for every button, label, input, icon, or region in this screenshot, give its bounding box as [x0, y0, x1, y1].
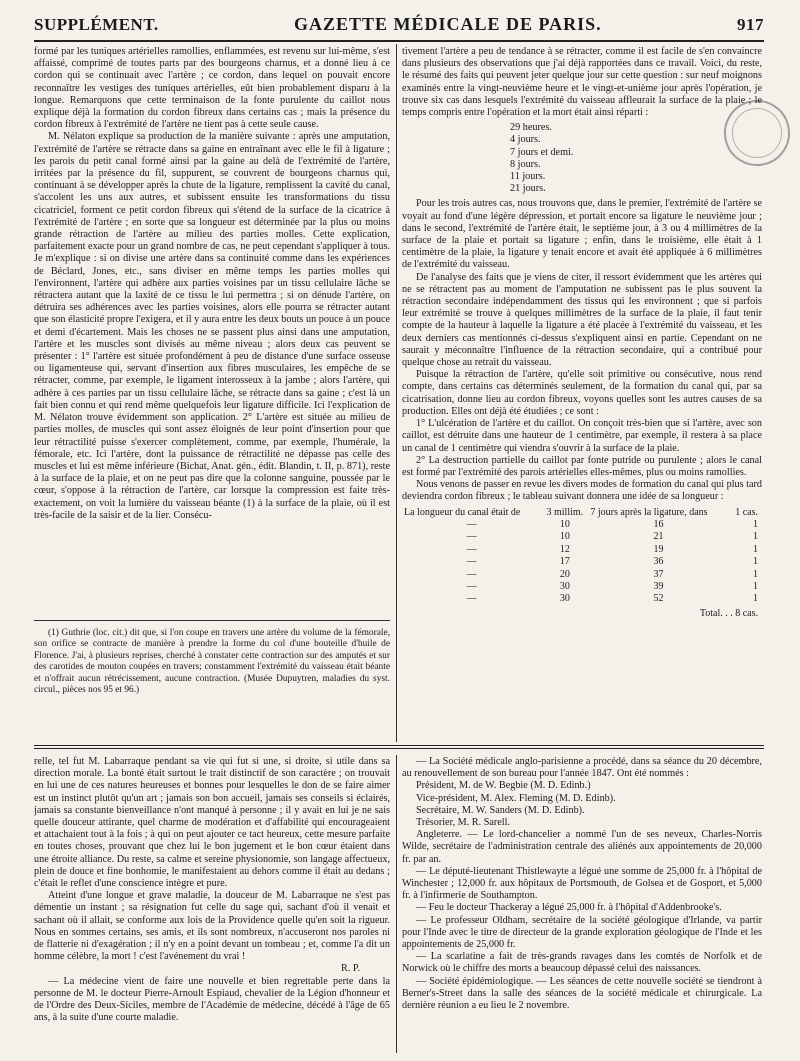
table-cell: 3 millim. — [546, 506, 584, 518]
table-cell: — — [466, 580, 477, 592]
paragraph: De l'analyse des faits que je viens de citer, il ressort évidemment que les artères qui ne se rétractent pas au moment de l'amputation ne subissent pas le plus souvent la rétraction secondaire indépendamment des tissus qui les environnent ; que si parfois leur extrémité se trouve à quelques millimètres de la surface de la plaie, il faut tenir compte de la hauteur à laquelle la ligature a été placée à l'extrémité du vaisseau, et les deux derniers cas mentionnés ci-dessus s'expliquent ainsi en partie. Cependant on ne saurait y méconnaître l'influence de la rétraction secondaire, qui a contribué pour quelque chose au retrait du vaisseau. — [402, 271, 762, 369]
news-item: — Le député-lieutenant Thistlewayte a légué une somme de 25,000 fr. à l'hôpital de Winchester ; 12,000 fr. aux hôpitaux de Portsmouth, de Golsea et de Gosport, et 5,000 fr. à l'infirmerie de Southampton. — [402, 865, 762, 902]
footnote — [34, 628, 390, 696]
table-row — [402, 593, 762, 605]
article-column-left — [34, 46, 390, 616]
paragraph: Puisque la rétraction de l'artère, qu'elle soit primitive ou consécutive, nous rend compte, dans certains cas déterminés seulement, de la formation du canal qui, par sa cicatrisation, donne lieu au cordon fibreux, voyons quelles sont les autres causes de sa production. Elles ont déjà été étudiées ; ce sont : — [402, 369, 762, 417]
table-cell: 1 — [753, 543, 758, 555]
table-row — [402, 519, 762, 531]
news-item: — La scarlatine a fait de très-grands ravages dans les comtés de Norfolk et de Norwick où le chiffre des morts a beaucoup dépassé celui des naissances. — [402, 951, 762, 975]
table-cell: 7 jours après la ligature, dans — [590, 506, 708, 518]
paragraph: 2° La destruction partielle du caillot par fonte putride ou purulente ; alors le canal est formé par l'extrémité des parois artérielles elles-mêmes, plus ou moins ramollies. — [402, 454, 762, 478]
table-cell: 30 — [559, 580, 570, 592]
table-cell: — — [466, 568, 477, 580]
canal-length-table — [402, 507, 762, 606]
list-item: 29 heures. — [510, 122, 552, 134]
table-row — [402, 569, 762, 581]
paragraph: 1° L'ulcération de l'artère et du caillot. On conçoit très-bien que si l'artère, avec son caillot, est détruite dans une hauteur de 1 centimètre, par exemple, il restera à sa place un canal de 1 centimètre qui viendra s'ouvrir à la surface de la plaie. — [402, 418, 762, 454]
table-cell: 17 — [559, 556, 570, 568]
table-cell: — — [466, 531, 477, 543]
paragraph: Pour les trois autres cas, nous trouvons que, dans le premier, l'extrémité de l'artère se voyait au fond d'une légère dépression, et portait encore sa ligature le neuvième jour ; dans le second, l'extrémité de l'artère était, le septième jour, à 3 ou 4 millimètres de la surface de la plaie et portait sa ligature ; enfin, dans le troisième, elle était à 1 centimètre de la plaie, la ligature y tenait encore et avait été appliquée à 6 millimètres de l'extrémité du vaisseau. — [402, 198, 762, 271]
journal-title: GAZETTE MÉDICALE DE PARIS. — [293, 14, 602, 34]
table-cell: 12 — [559, 543, 570, 555]
list-item: 7 jours et demi. — [510, 146, 574, 158]
list-item: Vice-président, M. Alex. Fleming (M. D. Edinb). — [416, 792, 616, 804]
table-cell: 52 — [653, 593, 664, 605]
supplement-label: SUPPLÉMENT. — [34, 15, 159, 34]
news-column — [402, 756, 762, 1056]
table-cell: 21 — [653, 531, 664, 543]
section-rule-double — [34, 748, 764, 749]
table-header-row — [402, 507, 762, 519]
table-cell: 36 — [653, 556, 664, 568]
paragraph: formé par les tuniques artérielles ramollies, enflammées, est revenu sur lui-même, s'est affaissé, comprimé de toutes parts par des bourgeons charnus, et a donné lieu à ce cordon qui se continuait avec l'artère ; ce cordon, dans lequel on pouvait encore reconnaître les vestiges des tuniques artérielles, eût bien probablement disparu à la longue. Remarquons que cette terminaison de la fonte purulente du caillot nous explique déjà la formation du cordon fibreux dans certains cas ; mais la présence du cordon fibreux à l'extrémité de l'artère ne tient pas à cette seule cause. — [34, 46, 390, 131]
table-total: Total. . . 8 cas. — [699, 607, 758, 618]
table-cell: La longueur du canal était de — [404, 506, 521, 518]
news-item: — Société épidémiologique. — Les séances de cette nouvelle société se tiendront à Berner's-Street dans la salle des séances de la société médicale et chirurgicale. La dernière réunion a eu lieu le 2 novembre. — [402, 975, 762, 1012]
paragraph: tivement l'artère a peu de tendance à se rétracter, comme il est facile de s'en convaincre dans plusieurs des observations que j'ai déjà rapportées dans ce travail. Voici, du reste, le résumé des faits qui peuvent jeter quelque jour sur cette question : sur neuf moignons examinés entre la vingt-neuvième heure et le vingt-et-unième jour après l'opération, je trouve six cas dans lesquels l'extrémité du vaisseau affleurait la surface de la plaie ; le temps compris entre l'opération et la mort était ainsi réparti : — [402, 46, 762, 119]
table-cell: 1 — [753, 580, 758, 592]
table-cell: — — [466, 593, 477, 605]
page-header — [34, 14, 764, 38]
table-cell: 39 — [653, 580, 664, 592]
table-cell: — — [466, 556, 477, 568]
table-cell: 10 — [559, 518, 570, 530]
paragraph: — La médecine vient de faire une nouvelle et bien regrettable perte dans la personne de M. le docteur Pierre-Arnoult Espiaud, chevalier de la Légion d'honneur et de l'Ordre des Deux-Siciles, membre de l'Académie de médecine, décédé à l'âge de 65 ans, à la suite d'une courte maladie. — [34, 975, 390, 1024]
paragraph: Nous venons de passer en revue les divers modes de formation du canal qui plus tard deviendra cordon fibreux ; le tableau suivant donnera une idée de sa longueur : — [402, 479, 762, 503]
author-signature: R. P. — [341, 963, 360, 975]
column-divider-bottom — [396, 755, 397, 1053]
list-item: 11 jours. — [510, 171, 546, 183]
table-cell: 1 — [753, 518, 758, 530]
column-divider-top — [396, 44, 397, 742]
footnote-text: (1) Guthrie (loc. cit.) dit que, si l'on coupe en travers une artère du volume de la fémorale, son orifice se contracte de manière à prendre la forme du col d'une bouteille d'huile de Florence. J'ai, à plusieurs reprises, cherché à constater cette contraction sur des amputés et sur des carotides de mouton coupées en travers; constamment l'extrémité du vaisseau était béante et n'offrait aucun rétrécissement, aucune contraction. (Musée Dupuytren, maladies du syst. circul., pièces nos 95 et 96.) — [34, 628, 390, 696]
table-cell: 10 — [559, 531, 570, 543]
news-item: — Le professeur Oldham, secrétaire de la société géologique d'Irlande, va partir pour l'Inde avec le titre de directeur de la grande exploration géologique de l'Inde et les appointements de 25,000 fr. — [402, 914, 762, 951]
table-cell: 1 cas. — [735, 506, 758, 518]
page-number: 917 — [736, 15, 764, 34]
paragraph: relle, tel fut M. Labarraque pendant sa vie qui fut si une, si droite, si utile dans sa direction morale. La bonté était surtout le trait distinctif de son caractère ; on trouvait en lui une de ces natures heureuses et bonnes pour lesquelles le don de se faire aimer est un instinct plutôt qu'un art ; jamais son bon accueil, jamais ses conseils si éclairés, jamais sa constante bienveillance n'ont manqué à personne ; il y avait en lui je ne sais quelle douceur attirante, quel charme de modération et d'affabilité qui encourageaient et attachaient tout à la fois ; à qui on peut ajouter ce tact heureux, cette mesure parfaite en toutes choses, prouvant que chez lui le bon jugement et le bon cœur étaient dans une étroite alliance. Du reste, sa calme et sereine physionomie, son langage affectueux, plein de douce et fine bonhomie, le manifestaient au dehors comme il était au dedans ; c'était le reflet d'une conscience intègre et pure. — [34, 756, 390, 890]
table-cell: 1 — [753, 556, 758, 568]
table-cell: 30 — [559, 593, 570, 605]
list-item: Trésorier, M. R. Sarell. — [416, 817, 511, 829]
table-row — [402, 556, 762, 568]
list-item: Président, M. de W. Begbie (M. D. Edinb.) — [416, 780, 591, 792]
news-item: Angleterre. — Le lord-chancelier a nommé l'un de ses neveux, Charles-Norris Wilde, secrétaire de l'administration centrale des aliénés aux appointements de 20,000 fr. par an. — [402, 829, 762, 865]
table-cell: 1 — [753, 568, 758, 580]
table-cell: 1 — [753, 531, 758, 543]
paragraph: — La Société médicale anglo-parisienne a procédé, dans sa séance du 20 décembre, au renouvellement de son bureau pour l'année 1847. Ont été nommés : — [402, 756, 762, 780]
header-rule — [34, 40, 764, 42]
table-cell: 20 — [559, 568, 570, 580]
news-item: — Feu le docteur Thackeray a légué 25,000 fr. à l'hôpital d'Addenbrooke's. — [416, 902, 722, 914]
table-cell: 1 — [753, 593, 758, 605]
table-cell: — — [466, 543, 477, 555]
table-row — [402, 581, 762, 593]
table-cell: 37 — [653, 568, 664, 580]
paragraph: M. Nélaton explique sa production de la manière suivante : après une amputation, l'extrémité de l'artère se rétracte dans sa gaine en entraînant avec elle le fil à ligature ; les parois du petit canal formé ainsi par la gaine au delà de l'extrémité de l'artère, irritées par la présence du fil, suppurent, se couvrent de bourgeons charnus qui, continuant à se développer après la chute de la ligature, remplissent la cavité du canal, s'accolent les uns aux autres, et subissent ensuite les transformations du tissu cicatriciel, forment ce petit cordon fibreux qui s'étend de la surface de la cicatrice à l'extrémité de l'artère ; en sorte que sa longueur est déterminée par la plus ou moins grande rétraction de l'artère au milieu des parties molles. Cette explication, parfaitement exacte pour un grand nombre de cas, ne peut cependant s'appliquer à tous. Je m'explique : si on divise une artère dans sa continuité comme dans les expériences de Béclard, Jones, etc., sans diviser en même temps les parties molles qui l'environnent, l'artère qui adhère aux parties voisines par un tissu cellulaire lâche se rétractera autant que la laxité de ce tissu le lui permettra ; si on dénude l'artère, on détruira ses adhérences avec les parties voisines, alors elle pourra se rétracter autant que son élasticité propre l'exigera, et il y aura entre les deux bouts un pouce à un pouce et demi d'écartement. Mais les choses ne se passent plus ainsi dans une amputation, l'artère et les muscles sont divisés au même niveau ; alors deux cas peuvent se présenter : 1° l'artère est située profondément à peu de distance d'une surface osseuse ou ligamenteuse qui, servant d'insertion aux fibres musculaires, les empêche de se rétracter, comme, par exemple, le ligament interosseux à la jambe ; alors l'artère, qui adhère à ces parties par un tissu cellulaire lâche, se rétracte dans sa gaine ; c'est là un fait bien connu et qui rend même quelquefois leur ligature difficile. Ici l'explication de M. Nélaton trouve évidemment son application. 2° L'artère est située au milieu de parties molles, de muscles qui sont assez éloignés de leur point d'insertion pour que leur rétractilité puisse s'exercer complètement, comme, par exemple, l'humérale, la fémorale, etc. Ici l'artère, dont la puissance de rétractilité ne dépasse pas celle des muscles et lui est même inférieure (Bichat, Anat. gén., édit. Blandin, t. II, p. 871), reste à la surface de la plaie, et on ne peut pas dire que la colonne sanguine, poussée par le cœur, s'oppose à la rétraction de l'artère, car lorsque la compression est faite très-exactement, on voit la lumière du vaisseau béante (1) à la surface de la plaie, où il est très-facile de la saisir et de la lier. Consécu- — [34, 131, 390, 521]
table-cell: 19 — [653, 543, 664, 555]
article-column-right — [402, 46, 762, 618]
table-row — [402, 544, 762, 556]
section-rule — [34, 745, 764, 746]
table-row — [402, 531, 762, 543]
paragraph: Atteint d'une longue et grave maladie, la douceur de M. Labarraque ne s'est pas démentie un instant ; sa résignation fut celle du sage qui, sachant d'où il venait et sachant où il allait, se conforme aux lois de la Providence quelle qu'en soit la rigueur. Nous en sommes certains, ses amis, et ils sont nombreux, n'accuseront nos paroles ni de flatterie ni d'exagération ; il n'y en a point devant un tombeau ; et, comme l'a dit un homme célèbre, la mort ! c'est l'avénement du vrai ! — [34, 890, 390, 963]
list-item: Secrétaire, M. W. Sanders (M. D. Edinb). — [416, 804, 585, 816]
list-item: 4 jours. — [510, 134, 541, 146]
list-item: 21 jours. — [510, 183, 546, 195]
times-list — [510, 122, 762, 195]
table-cell: 16 — [653, 518, 664, 530]
list-item: 8 jours. — [510, 158, 541, 170]
table-cell: — — [466, 518, 477, 530]
obituary-column — [34, 756, 390, 1056]
footnote-rule — [34, 620, 390, 621]
